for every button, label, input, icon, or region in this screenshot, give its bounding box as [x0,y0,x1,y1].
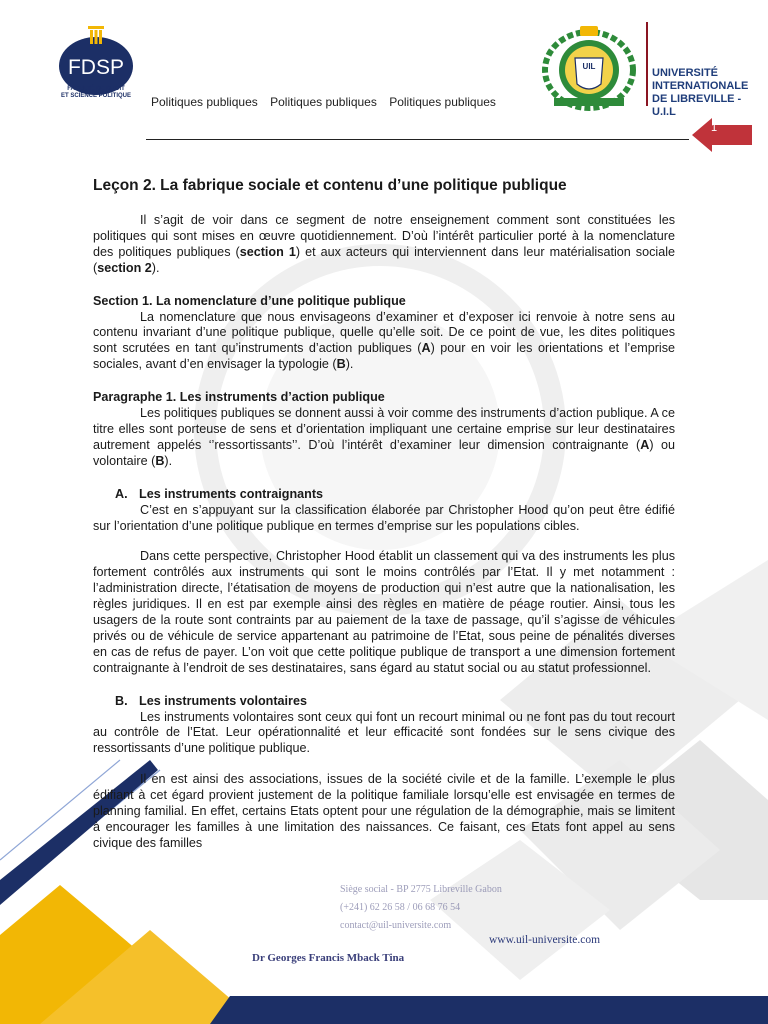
fdsp-logo-text: FDSP [67,56,125,79]
page-number-arrow-icon [692,118,752,152]
header-link-2[interactable]: Politiques publiques [270,95,377,109]
paragraph-1-heading: Paragraphe 1. Les instruments d’action publique [93,390,385,405]
subsection-b-heading: B. Les instruments volontaires [115,693,307,708]
lesson-title: Leçon 2. La fabrique sociale et contenu d’une politique publique [93,177,567,194]
header-link-1[interactable]: Politiques publiques [151,95,258,109]
fdsp-subtitle: FACULTÉ DE DROIT ET SCIENCE POLITIQUE [60,86,131,99]
header-link-3[interactable]: Politiques publiques [389,95,496,109]
header-rule [146,139,689,140]
page-number: 1 [711,122,718,134]
uil-seal-logo [540,20,638,112]
footer-contact-address: Siège social - BP 2775 Libreville Gabon [340,884,502,895]
subsection-b-paragraph-2: Il en est ainsi des associations, issues de la société civile et de la famille. L’exemple le plus édifiant à cet égard provient justement de la politique familiale lorsqu’elle est envisagée en termes de planning familial. En effet, certains Etats optent pour une régulation de la démographie, mais se limitent à encourager les familles à une limitation des naissances. Ce faisant, ces Etats font appel au sens civique des familles [93,772,675,850]
intro-paragraph: Il s’agit de voir dans ce segment de notre enseignement comment sont constituées les politiques qui sont mises en œuvre quotidiennement. D’où l’intérêt particulier porté à la nomenclature des politiques publiques (section 1) et aux acteurs qui interviennent dans leur matérialisation sociale (section 2). [93,213,676,275]
subsection-a-heading: A. Les instruments contraignants [115,486,324,501]
uil-name: UNIVERSITÉ INTERNATIONALE DE LIBREVILLE - U.I.L [652,67,749,118]
subsection-b-paragraph-1: Les instruments volontaires sont ceux qui font un recourt minimal ou ne font pas du tout recourt au contrôle de l’Etat. Leur opérationnalité et leur efficacité sont fondées sur le sens civique des ressortissants d’une politique publique. [93,709,675,756]
footer-author: Dr Georges Francis Mback Tina [252,952,405,964]
footer-website-link[interactable]: www.uil-universite.com [489,934,601,946]
header-links [151,95,505,109]
footer-contact-email[interactable]: contact@uil-universite.com [340,920,452,931]
footer-contact-phone: (+241) 62 26 58 / 06 68 76 54 [340,902,461,913]
subsection-a-paragraph-2: Dans cette perspective, Christopher Hood établit un classement qui va des instruments les plus fortement contrôlés aux instruments qui sont le moins contrôlés par l’Etat. Il y met notamment : l’administration directe, l’étatisation de moyens de production qui n’est autre que la nationalisation, les règles juridiques. Il en est par exemple ainsi des règles en matière de péage routier. Ainsi, tous les usagers de la route sont contraints par au paiement de la taxe de passage, qu’il s’agisse de véhicules privés ou de véhicule de service appartenant au patrimoine de l’Etat, sous peine de pénalités diverses en cas de refus de payer. L’on voit que cette politique publique de transport a une dimension fortement contraignante à l’endroit de ses destinataires, sans égard au statut social ou au statut professionnel. [93,549,675,675]
uil-divider [646,22,648,106]
document-body [93,176,675,852]
section-1-paragraph: La nomenclature que nous envisageons d’examiner et d’exposer ici renvoie à notre sens au contenu invariant d’une politique publique, quelle qu’elle soit. De ce point de vue, les dites politiques sont scrutées en tant qu’instruments d’action publiques (A) pour en voir les orientations et l’emprise sociales, avant d’en envisager la typologie (B). [93,309,676,372]
section-1-heading: Section 1. La nomenclature d’une politique publique [93,293,406,308]
uil-badge-text: UIL [582,62,596,71]
paragraph-1-text: Les politiques publiques se donnent aussi à voir comme des instruments d’action publique. A ce titre elles sont porteuse de sens et d’orientation impliquant une certaine emprise sur leur destinataires autrement appelés ‘’ressortissants’’. D’où l’intérêt d’examiner leur dimension contraignante (A) ou volontaire (B). [93,406,676,468]
subsection-a-paragraph-1: C’est en s’appuyant sur la classification élaborée par Christopher Hood qu’on peut être édifié sur l’orientation d’une politique publique en termes d’emprise sur les populations cibles. [93,502,675,533]
fdsp-logo [56,22,136,114]
